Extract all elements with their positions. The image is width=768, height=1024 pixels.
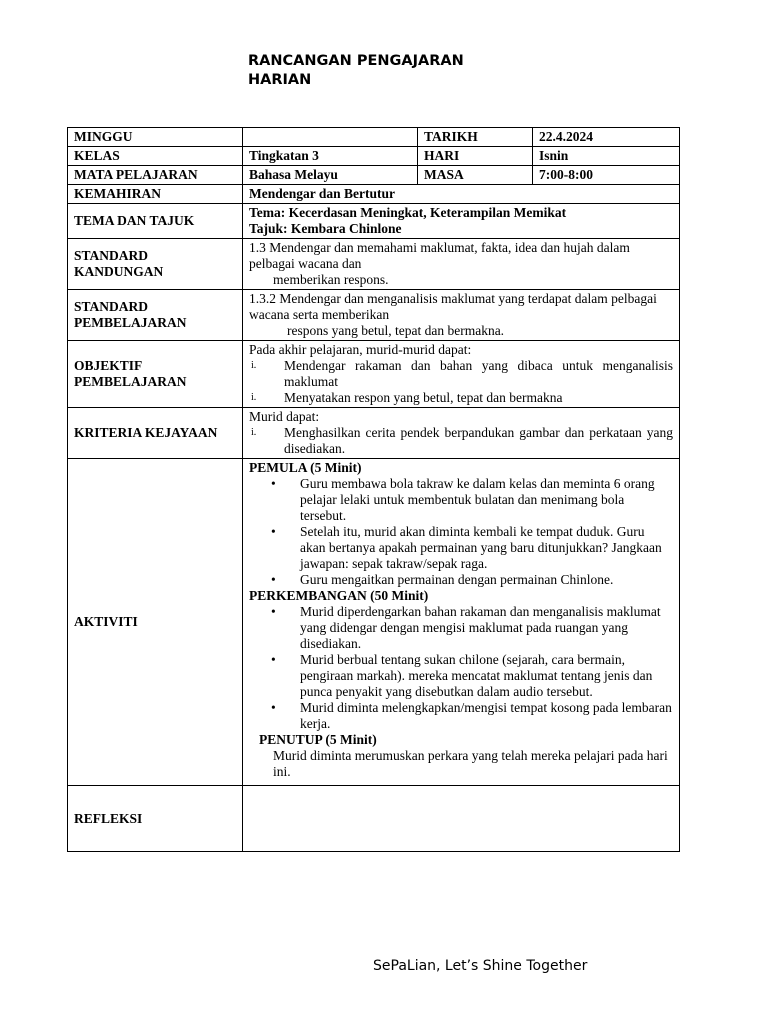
penutup-heading: PENUTUP (5 Minit) [259, 732, 377, 747]
pemula-heading: PEMULA (5 Minit) [249, 460, 362, 475]
row-minggu [68, 128, 680, 147]
perkembangan-item [249, 700, 673, 732]
tarikh-value: 22.4.2024 [533, 128, 680, 147]
row-refleksi [68, 786, 680, 852]
pemula-item-text: Guru membawa bola takraw ke dalam kelas dan meminta 6 orang pelajar lelaki untuk membentuk bulatan dan menimang bola tersebut. [300, 476, 655, 523]
perkembangan-item-text: Murid berbual tentang sukan chilone (sejarah, cara bermain, pengiraan markah). mereka mencatat maklumat tentang jenis dan punca penyakit yang disebutkan dalam audio tersebut. [300, 652, 653, 699]
pemula-item-text: Setelah itu, murid akan diminta kembali ke tempat duduk. Guru akan bertanya apakah permainan yang baru ditunjukkan? Jangkaan jawapan: sepak takraw/sepak raga. [300, 524, 662, 571]
perkembangan-item [249, 604, 673, 652]
standard-kandungan-label [68, 239, 243, 290]
kriteria-item [249, 425, 673, 457]
tema-value [243, 204, 680, 239]
row-standard-kandungan [68, 239, 680, 290]
kemahiran-value: Mendengar dan Bertutur [243, 185, 680, 204]
title-line-1: RANCANGAN PENGAJARAN [248, 53, 464, 69]
perkembangan-item-text: Murid diminta melengkapkan/mengisi tempat kosong pada lembaran kerja. [300, 700, 672, 731]
aktiviti-value [243, 459, 680, 786]
objektif-value [243, 341, 680, 408]
row-objektif [68, 341, 680, 408]
bullet-icon: • [271, 572, 276, 587]
sk-text-line-2: memberikan respons. [273, 272, 389, 287]
tema-label: TEMA DAN TAJUK [68, 204, 243, 239]
sp-label-line-2: PEMBELAJARAN [74, 315, 187, 330]
tarikh-label: TARIKH [418, 128, 533, 147]
row-mata-pelajaran [68, 166, 680, 185]
standard-kandungan-value [243, 239, 680, 290]
objektif-item [249, 390, 673, 406]
mata-pelajaran-label: MATA PELAJARAN [68, 166, 243, 185]
perkembangan-item [249, 652, 673, 700]
aktiviti-label: AKTIVITI [68, 459, 243, 786]
objektif-label-line-2: PEMBELAJARAN [74, 374, 187, 389]
list-number: i. [251, 392, 257, 403]
pemula-item [249, 572, 673, 588]
tema-text: Tema: Kecerdasan Meningkat, Keterampilan Memikat [249, 205, 567, 220]
sp-label-line-1: STANDARD [74, 299, 149, 314]
sk-label-line-2: KANDUNGAN [74, 264, 164, 279]
objektif-item-text: Mendengar rakaman dan bahan yang dibaca untuk menganalisis maklumat [284, 358, 673, 389]
kriteria-value [243, 408, 680, 459]
sp-text-line-2: respons yang betul, tepat dan bermakna. [287, 323, 505, 338]
row-standard-pembelajaran [68, 290, 680, 341]
hari-value: Isnin [533, 147, 680, 166]
kriteria-label: KRITERIA KEJAYAAN [68, 408, 243, 459]
title-line-2: HARIAN [248, 72, 312, 88]
bullet-icon: • [271, 652, 276, 667]
kelas-label: KELAS [68, 147, 243, 166]
list-number: i. [251, 360, 257, 371]
bullet-icon: • [271, 604, 276, 619]
row-kelas [68, 147, 680, 166]
row-tema [68, 204, 680, 239]
objektif-label [68, 341, 243, 408]
tajuk-text: Tajuk: Kembara Chinlone [249, 221, 402, 236]
kriteria-item-text: Menghasilkan cerita pendek berpandukan gambar dan perkataan yang disediakan. [284, 425, 673, 456]
refleksi-value [243, 786, 680, 852]
perkembangan-heading: PERKEMBANGAN (50 Minit) [249, 588, 429, 603]
objektif-label-line-1: OBJEKTIF [74, 358, 143, 373]
footer-text: SePaLian, Let’s Shine Together [373, 958, 588, 974]
lesson-plan-table [67, 127, 680, 852]
masa-label: MASA [418, 166, 533, 185]
objektif-item [249, 358, 673, 390]
list-number: i. [251, 427, 257, 438]
minggu-value [243, 128, 418, 147]
kriteria-intro: Murid dapat: [249, 409, 320, 424]
row-aktiviti [68, 459, 680, 786]
bullet-icon: • [271, 700, 276, 715]
row-kemahiran [68, 185, 680, 204]
standard-pembelajaran-value [243, 290, 680, 341]
mata-pelajaran-value: Bahasa Melayu [243, 166, 418, 185]
penutup-text: Murid diminta merumuskan perkara yang telah mereka pelajari pada hari ini. [273, 748, 668, 779]
bullet-icon: • [271, 476, 276, 491]
masa-value: 7:00-8:00 [533, 166, 680, 185]
bullet-icon: • [271, 524, 276, 539]
hari-label: HARI [418, 147, 533, 166]
kelas-value: Tingkatan 3 [243, 147, 418, 166]
pemula-item [249, 476, 673, 524]
kemahiran-label: KEMAHIRAN [68, 185, 243, 204]
objektif-item-text: Menyatakan respon yang betul, tepat dan bermakna [284, 390, 563, 405]
row-kriteria [68, 408, 680, 459]
standard-pembelajaran-label [68, 290, 243, 341]
objektif-intro: Pada akhir pelajaran, murid-murid dapat: [249, 342, 472, 357]
perkembangan-item-text: Murid diperdengarkan bahan rakaman dan menganalisis maklumat yang didengar dengan mengisi maklumat pada ruangan yang disediakan. [300, 604, 661, 651]
sk-label-line-1: STANDARD [74, 248, 149, 263]
document-title [248, 52, 464, 90]
pemula-item [249, 524, 673, 572]
minggu-label: MINGGU [68, 128, 243, 147]
pemula-item-text: Guru mengaitkan permainan dengan permainan Chinlone. [300, 572, 614, 587]
sp-text-line-1: 1.3.2 Mendengar dan menganalisis maklumat yang terdapat dalam pelbagai wacana serta memberikan [249, 291, 657, 322]
refleksi-label: REFLEKSI [68, 786, 243, 852]
sk-text-line-1: 1.3 Mendengar dan memahami maklumat, fakta, idea dan hujah dalam pelbagai wacana dan [249, 240, 630, 271]
